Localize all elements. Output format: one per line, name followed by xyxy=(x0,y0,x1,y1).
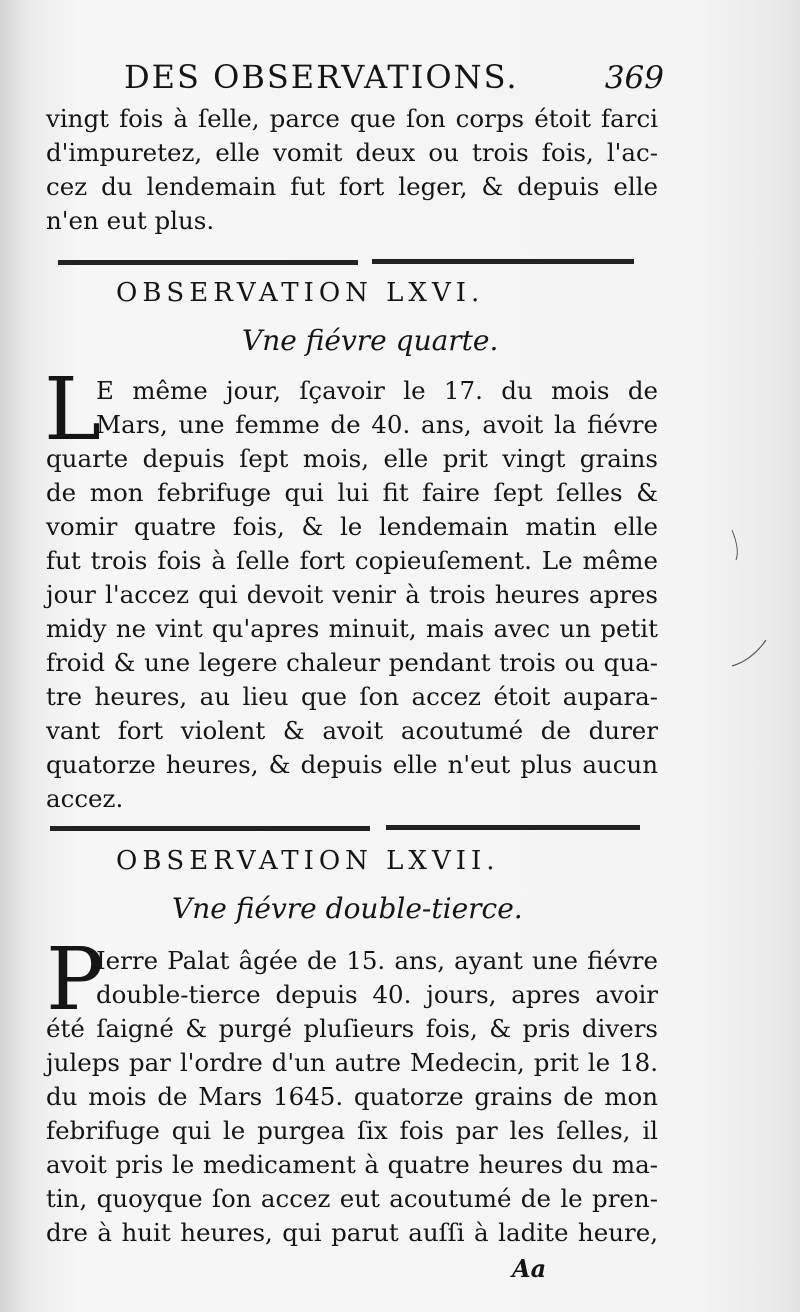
text-line: fut trois fois à ſelle fort copieuſement. Le même xyxy=(46,546,658,575)
observation-subtitle: Vne fiévre quarte. xyxy=(242,324,499,357)
text-line: Mars, une femme de 40. ans, avoit la fiévre xyxy=(96,410,658,439)
signature-mark: Aa xyxy=(512,1254,547,1283)
text-line: n'en eut plus. xyxy=(46,206,215,235)
text-line: jour l'accez qui devoit venir à trois heures apres xyxy=(46,580,658,609)
section-rule xyxy=(386,825,640,830)
text-line: vant fort violent & avoit acoutumé de durer xyxy=(46,716,658,745)
text-line: E même jour, ſçavoir le 17. du mois de xyxy=(96,376,658,405)
text-line: tin, quoyque ſon accez eut acoutumé de le pren- xyxy=(46,1184,658,1213)
observation-title: OBSERVATION LXVI. xyxy=(116,278,485,308)
text-line: été ſaigné & purgé pluſieurs fois, & pris divers xyxy=(46,1014,658,1043)
text-line: quatorze heures, & depuis elle n'eut plus aucun xyxy=(46,750,658,779)
text-line: accez. xyxy=(46,784,124,813)
running-title: DES OBSERVATIONS. xyxy=(124,58,519,96)
drop-cap: P xyxy=(46,930,104,1030)
text-line: froid & une legere chaleur pendant trois ou qua- xyxy=(46,648,658,677)
section-rule xyxy=(372,259,634,264)
text-line: dre à huit heures, qui parut auſſi à ladite heure, xyxy=(46,1218,658,1247)
text-line: juleps par l'ordre d'un autre Medecin, prit le 18. xyxy=(46,1048,658,1077)
section-rule xyxy=(58,260,358,265)
page-header xyxy=(124,56,664,104)
text-line: tre heures, au lieu que ſon accez étoit aupara- xyxy=(46,682,658,711)
margin-stain xyxy=(712,520,772,680)
text-line: vingt fois à ſelle, parce que ſon corps étoit farci xyxy=(46,104,658,133)
text-line: avoit pris le medicament à quatre heures du ma- xyxy=(46,1150,658,1179)
text-line: midy ne vint qu'apres minuit, mais avec un petit xyxy=(46,614,658,643)
page-number: 369 xyxy=(604,60,664,96)
text-line: febrifuge qui le purgea ſix fois par les ſelles, il xyxy=(46,1116,658,1145)
text-line: d'impuretez, elle vomit deux ou trois fois, l'ac- xyxy=(46,138,658,167)
text-line: vomir quatre fois, & le lendemain matin elle xyxy=(46,512,658,541)
text-line: Ierre Palat âgée de 15. ans, ayant une fiévre xyxy=(96,946,658,975)
text-line: quarte depuis ſept mois, elle prit vingt grains xyxy=(46,444,658,473)
text-line: double-tierce depuis 40. jours, apres avoir xyxy=(96,980,658,1009)
observation-title: OBSERVATION LXVII. xyxy=(116,846,500,876)
observation-subtitle: Vne fiévre double-tierce. xyxy=(172,892,523,925)
drop-cap: L xyxy=(44,360,102,460)
text-line: du mois de Mars 1645. quatorze grains de mon xyxy=(46,1082,658,1111)
text-line: cez du lendemain fut fort leger, & depuis elle xyxy=(46,172,658,201)
section-rule xyxy=(50,826,370,831)
text-line: de mon febrifuge qui lui fit faire ſept ſelles & xyxy=(46,478,658,507)
